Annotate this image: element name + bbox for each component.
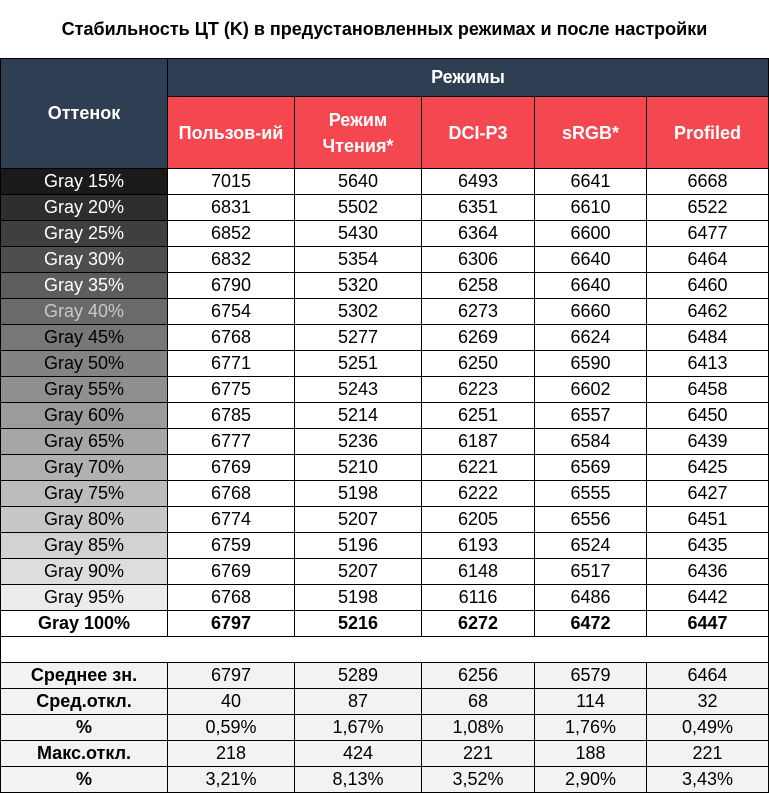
shade-label: Gray 75% — [1, 481, 168, 507]
value-cell: 6250 — [422, 351, 535, 377]
value-cell: 6785 — [168, 403, 295, 429]
column-header-srgb: sRGB* — [535, 97, 647, 169]
value-cell: 6602 — [535, 377, 647, 403]
stat-value-cell: 6464 — [647, 663, 769, 689]
shade-label: Gray 50% — [1, 351, 168, 377]
stat-value-cell: 3,43% — [647, 767, 769, 793]
stat-label: Среднее зн. — [1, 663, 168, 689]
table-row — [1, 455, 769, 481]
table-body — [1, 169, 769, 793]
spacer-cell — [1, 637, 769, 663]
value-cell: 6427 — [647, 481, 769, 507]
value-cell: 6269 — [422, 325, 535, 351]
stat-value-cell: 221 — [422, 741, 535, 767]
value-cell: 6223 — [422, 377, 535, 403]
value-cell: 6435 — [647, 533, 769, 559]
value-cell: 6852 — [168, 221, 295, 247]
table-title: Стабильность ЦТ (K) в предустановленных режимах и после настройки — [61, 18, 708, 39]
stat-label: Сред.откл. — [1, 689, 168, 715]
value-cell: 5251 — [295, 351, 422, 377]
stat-value-cell: 0,49% — [647, 715, 769, 741]
value-cell: 6451 — [647, 507, 769, 533]
value-cell: 6477 — [647, 221, 769, 247]
value-cell: 6769 — [168, 559, 295, 585]
value-cell: 6522 — [647, 195, 769, 221]
value-cell: 5320 — [295, 273, 422, 299]
stat-value-cell: 68 — [422, 689, 535, 715]
value-cell: 6222 — [422, 481, 535, 507]
value-cell: 6450 — [647, 403, 769, 429]
value-cell: 6569 — [535, 455, 647, 481]
shade-label: Gray 25% — [1, 221, 168, 247]
shade-column-header: Оттенок — [1, 59, 168, 169]
shade-label: Gray 70% — [1, 455, 168, 481]
stat-value-cell: 424 — [295, 741, 422, 767]
value-cell: 6486 — [535, 585, 647, 611]
value-cell: 6306 — [422, 247, 535, 273]
value-cell: 5302 — [295, 299, 422, 325]
value-cell: 5243 — [295, 377, 422, 403]
value-cell: 6517 — [535, 559, 647, 585]
shade-label: Gray 30% — [1, 247, 168, 273]
stat-row — [1, 689, 769, 715]
column-header-reading: Режим Чтения* — [295, 97, 422, 169]
color-temperature-table — [0, 58, 769, 793]
value-cell: 5640 — [295, 169, 422, 195]
column-header-user: Пользов-ий — [168, 97, 295, 169]
value-cell: 5210 — [295, 455, 422, 481]
column-header-dci-p3: DCI-P3 — [422, 97, 535, 169]
value-cell: 5198 — [295, 481, 422, 507]
shade-label: Gray 35% — [1, 273, 168, 299]
table-row — [1, 429, 769, 455]
value-cell: 6442 — [647, 585, 769, 611]
table-row — [1, 351, 769, 377]
stat-value-cell: 218 — [168, 741, 295, 767]
shade-label: Gray 15% — [1, 169, 168, 195]
table-row — [1, 273, 769, 299]
stat-row — [1, 741, 769, 767]
value-cell: 6458 — [647, 377, 769, 403]
value-cell: 6439 — [647, 429, 769, 455]
value-cell: 6600 — [535, 221, 647, 247]
value-cell: 5216 — [295, 611, 422, 637]
value-cell: 5198 — [295, 585, 422, 611]
value-cell: 6797 — [168, 611, 295, 637]
value-cell: 6768 — [168, 585, 295, 611]
shade-label: Gray 45% — [1, 325, 168, 351]
stat-value-cell: 8,13% — [295, 767, 422, 793]
value-cell: 6771 — [168, 351, 295, 377]
value-cell: 5236 — [295, 429, 422, 455]
value-cell: 5207 — [295, 507, 422, 533]
stat-value-cell: 6579 — [535, 663, 647, 689]
value-cell: 6759 — [168, 533, 295, 559]
value-cell: 6668 — [647, 169, 769, 195]
value-cell: 5277 — [295, 325, 422, 351]
value-cell: 6641 — [535, 169, 647, 195]
stat-row — [1, 663, 769, 689]
value-cell: 6624 — [535, 325, 647, 351]
stat-value-cell: 6797 — [168, 663, 295, 689]
stat-value-cell: 188 — [535, 741, 647, 767]
value-cell: 7015 — [168, 169, 295, 195]
value-cell: 6272 — [422, 611, 535, 637]
value-cell: 5214 — [295, 403, 422, 429]
value-cell: 6187 — [422, 429, 535, 455]
value-cell: 6557 — [535, 403, 647, 429]
table-row — [1, 403, 769, 429]
stat-value-cell: 114 — [535, 689, 647, 715]
stat-label: Макс.откл. — [1, 741, 168, 767]
value-cell: 6660 — [535, 299, 647, 325]
shade-label: Gray 100% — [1, 611, 168, 637]
stat-value-cell: 2,90% — [535, 767, 647, 793]
value-cell: 6472 — [535, 611, 647, 637]
value-cell: 6832 — [168, 247, 295, 273]
value-cell: 6584 — [535, 429, 647, 455]
shade-label: Gray 20% — [1, 195, 168, 221]
stat-value-cell: 5289 — [295, 663, 422, 689]
value-cell: 6610 — [535, 195, 647, 221]
value-cell: 6364 — [422, 221, 535, 247]
value-cell: 6425 — [647, 455, 769, 481]
value-cell: 6351 — [422, 195, 535, 221]
table-row — [1, 221, 769, 247]
table-row — [1, 247, 769, 273]
shade-label: Gray 55% — [1, 377, 168, 403]
value-cell: 6524 — [535, 533, 647, 559]
value-cell: 5430 — [295, 221, 422, 247]
value-cell: 6148 — [422, 559, 535, 585]
value-cell: 5354 — [295, 247, 422, 273]
table-row — [1, 195, 769, 221]
table-row — [1, 169, 769, 195]
stat-value-cell: 3,52% — [422, 767, 535, 793]
value-cell: 6768 — [168, 325, 295, 351]
value-cell: 6774 — [168, 507, 295, 533]
stat-value-cell: 87 — [295, 689, 422, 715]
value-cell: 6464 — [647, 247, 769, 273]
table-row — [1, 585, 769, 611]
value-cell: 6251 — [422, 403, 535, 429]
shade-label: Gray 85% — [1, 533, 168, 559]
value-cell: 5207 — [295, 559, 422, 585]
stat-value-cell: 40 — [168, 689, 295, 715]
value-cell: 6777 — [168, 429, 295, 455]
shade-label: Gray 60% — [1, 403, 168, 429]
value-cell: 6273 — [422, 299, 535, 325]
value-cell: 6754 — [168, 299, 295, 325]
value-cell: 6790 — [168, 273, 295, 299]
shade-label: Gray 40% — [1, 299, 168, 325]
spacer-row — [1, 637, 769, 663]
value-cell: 6462 — [647, 299, 769, 325]
stat-value-cell: 1,08% — [422, 715, 535, 741]
stat-value-cell: 0,59% — [168, 715, 295, 741]
value-cell: 6221 — [422, 455, 535, 481]
table-row — [1, 299, 769, 325]
value-cell: 6775 — [168, 377, 295, 403]
value-cell: 6413 — [647, 351, 769, 377]
value-cell: 6556 — [535, 507, 647, 533]
value-cell: 6640 — [535, 247, 647, 273]
stat-value-cell: 6256 — [422, 663, 535, 689]
stat-value-cell: 1,76% — [535, 715, 647, 741]
table-row — [1, 559, 769, 585]
value-cell: 6768 — [168, 481, 295, 507]
shade-label: Gray 90% — [1, 559, 168, 585]
table-row — [1, 481, 769, 507]
value-cell: 6590 — [535, 351, 647, 377]
table-row — [1, 611, 769, 637]
value-cell: 6205 — [422, 507, 535, 533]
value-cell: 6831 — [168, 195, 295, 221]
shade-label: Gray 95% — [1, 585, 168, 611]
shade-label: Gray 80% — [1, 507, 168, 533]
modes-group-header: Режимы — [168, 59, 769, 97]
value-cell: 5502 — [295, 195, 422, 221]
table-row — [1, 533, 769, 559]
table-row — [1, 325, 769, 351]
value-cell: 6493 — [422, 169, 535, 195]
shade-label: Gray 65% — [1, 429, 168, 455]
value-cell: 6555 — [535, 481, 647, 507]
value-cell: 6436 — [647, 559, 769, 585]
stat-row — [1, 767, 769, 793]
value-cell: 6769 — [168, 455, 295, 481]
stat-value-cell: 1,67% — [295, 715, 422, 741]
column-header-profiled: Profiled — [647, 97, 769, 169]
stat-label: % — [1, 715, 168, 741]
value-cell: 6116 — [422, 585, 535, 611]
stat-value-cell: 221 — [647, 741, 769, 767]
stat-value-cell: 32 — [647, 689, 769, 715]
table-row — [1, 377, 769, 403]
stat-label: % — [1, 767, 168, 793]
table-row — [1, 507, 769, 533]
value-cell: 6460 — [647, 273, 769, 299]
value-cell: 6447 — [647, 611, 769, 637]
value-cell: 6640 — [535, 273, 647, 299]
value-cell: 6193 — [422, 533, 535, 559]
stat-row — [1, 715, 769, 741]
value-cell: 5196 — [295, 533, 422, 559]
stat-value-cell: 3,21% — [168, 767, 295, 793]
value-cell: 6484 — [647, 325, 769, 351]
value-cell: 6258 — [422, 273, 535, 299]
